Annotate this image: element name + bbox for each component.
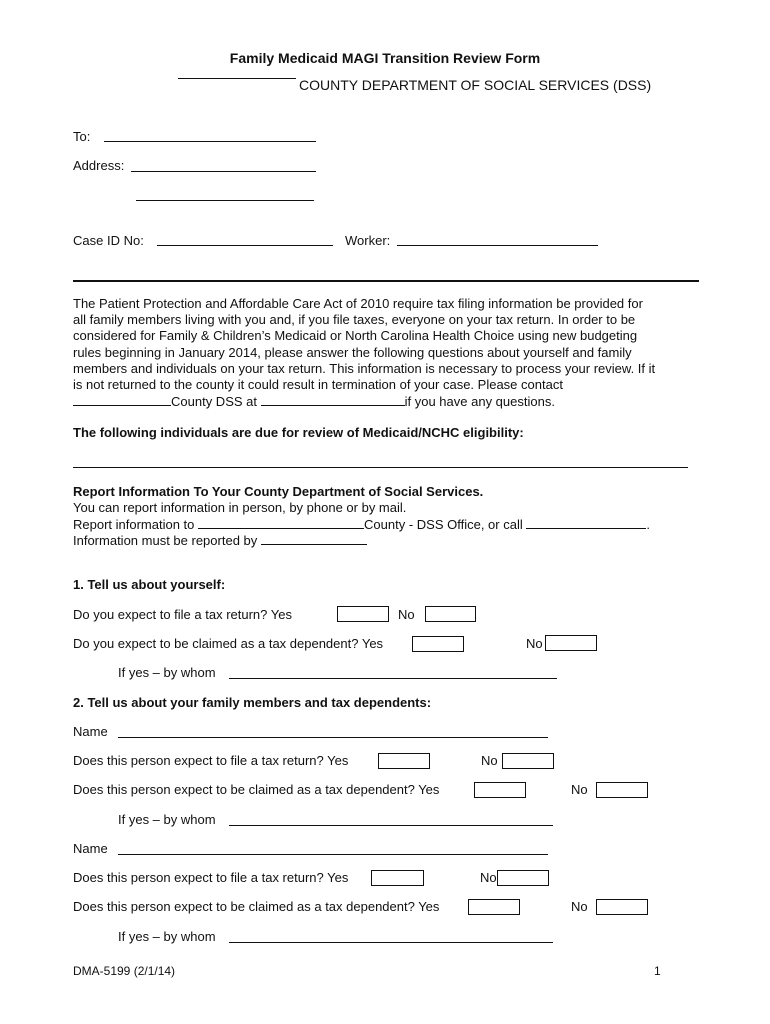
m1-file-no-label: No xyxy=(481,753,498,768)
report-line-3 xyxy=(73,532,367,549)
address-field-1[interactable] xyxy=(131,171,316,172)
dss-heading: COUNTY DEPARTMENT OF SOCIAL SERVICES (DSS) xyxy=(299,77,652,93)
form-title: Family Medicaid MAGI Transition Review Form xyxy=(229,50,541,66)
m1-by-whom-label: If yes – by whom xyxy=(118,812,216,827)
report-to-text: Report information to xyxy=(73,517,195,532)
m1-name-label: Name xyxy=(73,724,108,739)
m2-file-no-box[interactable] xyxy=(497,870,549,886)
intro-line: all family members living with you and, if you file taxes, everyone on your tax return. In order to be xyxy=(73,312,636,328)
section-divider xyxy=(73,280,699,282)
m2-name-field[interactable] xyxy=(118,854,548,855)
m2-by-whom-field[interactable] xyxy=(229,942,553,943)
report-line-1: You can report information in person, by phone or by mail. xyxy=(73,500,407,515)
address-label: Address: xyxy=(73,158,125,173)
worker-label: Worker: xyxy=(345,233,391,248)
page-number: 1 xyxy=(654,964,661,978)
intro-line: considered for Family & Children’s Medicaid or North Carolina Health Choice using new budgeting xyxy=(73,328,638,344)
m2-file-question: Does this person expect to file a tax return? Yes xyxy=(73,870,349,885)
m1-file-yes-box[interactable] xyxy=(378,753,430,769)
intro-paragraph xyxy=(73,296,713,410)
address-field-2[interactable] xyxy=(136,200,314,201)
review-heading: The following individuals are due for review of Medicaid/NCHC eligibility: xyxy=(73,425,524,440)
s1-by-whom-label: If yes – by whom xyxy=(118,665,216,680)
to-label: To: xyxy=(73,129,91,144)
m1-dependent-no-box[interactable] xyxy=(596,782,648,798)
s1-dependent-question: Do you expect to be claimed as a tax dependent? Yes xyxy=(73,636,384,651)
m2-file-no-label: No xyxy=(480,870,497,885)
m1-file-no-box[interactable] xyxy=(502,753,554,769)
county-name-field[interactable] xyxy=(178,78,296,79)
section2-heading: 2. Tell us about your family members and tax dependents: xyxy=(73,695,432,710)
case-id-label: Case ID No: xyxy=(73,233,144,248)
to-field[interactable] xyxy=(104,141,316,142)
s1-dependent-no-label: No xyxy=(526,636,543,651)
intro-line: members and individuals on your tax return. This information is necessary to process your review. If it xyxy=(73,360,656,376)
intro-line: The Patient Protection and Affordable Care Act of 2010 require tax filing information be provided for xyxy=(73,296,643,311)
report-line-2 xyxy=(73,516,650,533)
report-phone-field[interactable] xyxy=(526,516,646,529)
contact-phone-field[interactable] xyxy=(261,393,405,406)
worker-field[interactable] xyxy=(397,245,598,246)
s1-file-question: Do you expect to file a tax return? Yes xyxy=(73,607,292,622)
section1-heading: 1. Tell us about yourself: xyxy=(73,577,226,592)
contact-end-text: if you have any questions. xyxy=(404,394,555,410)
report-office-text: County - DSS Office, or call xyxy=(364,517,523,532)
report-period: . xyxy=(646,517,650,532)
m2-dependent-question: Does this person expect to be claimed as a tax dependent? Yes xyxy=(73,899,440,914)
m1-dependent-no-label: No xyxy=(571,782,588,797)
m1-dependent-question: Does this person expect to be claimed as a tax dependent? Yes xyxy=(73,782,440,797)
intro-contact-line xyxy=(73,393,713,410)
case-id-field[interactable] xyxy=(157,245,333,246)
s1-file-yes-box[interactable] xyxy=(337,606,389,622)
m1-by-whom-field[interactable] xyxy=(229,825,553,826)
s1-dependent-no-box[interactable] xyxy=(545,635,597,651)
m2-dependent-yes-box[interactable] xyxy=(468,899,520,915)
m1-file-question: Does this person expect to file a tax return? Yes xyxy=(73,753,349,768)
m2-dependent-no-label: No xyxy=(571,899,588,914)
report-deadline-field[interactable] xyxy=(261,532,367,545)
contact-county-field[interactable] xyxy=(73,393,171,406)
report-county-field[interactable] xyxy=(198,516,364,529)
report-deadline-text: Information must be reported by xyxy=(73,533,258,548)
s1-file-no-label: No xyxy=(398,607,415,622)
m2-by-whom-label: If yes – by whom xyxy=(118,929,216,944)
m2-file-yes-box[interactable] xyxy=(371,870,424,886)
m2-name-label: Name xyxy=(73,841,108,856)
intro-line: is not returned to the county it could result in termination of your case. Please contact xyxy=(73,377,563,393)
contact-county-text: County DSS at xyxy=(171,394,257,410)
m1-name-field[interactable] xyxy=(118,737,548,738)
s1-dependent-yes-box[interactable] xyxy=(412,636,464,652)
review-individuals-field[interactable] xyxy=(73,467,688,468)
report-heading: Report Information To Your County Department of Social Services. xyxy=(73,484,484,499)
m1-dependent-yes-box[interactable] xyxy=(474,782,526,798)
s1-file-no-box[interactable] xyxy=(425,606,476,622)
s1-by-whom-field[interactable] xyxy=(229,678,557,679)
form-id: DMA-5199 (2/1/14) xyxy=(73,964,176,978)
intro-line: rules beginning in January 2014, please answer the following questions about yourself and family xyxy=(73,344,632,360)
m2-dependent-no-box[interactable] xyxy=(596,899,648,915)
